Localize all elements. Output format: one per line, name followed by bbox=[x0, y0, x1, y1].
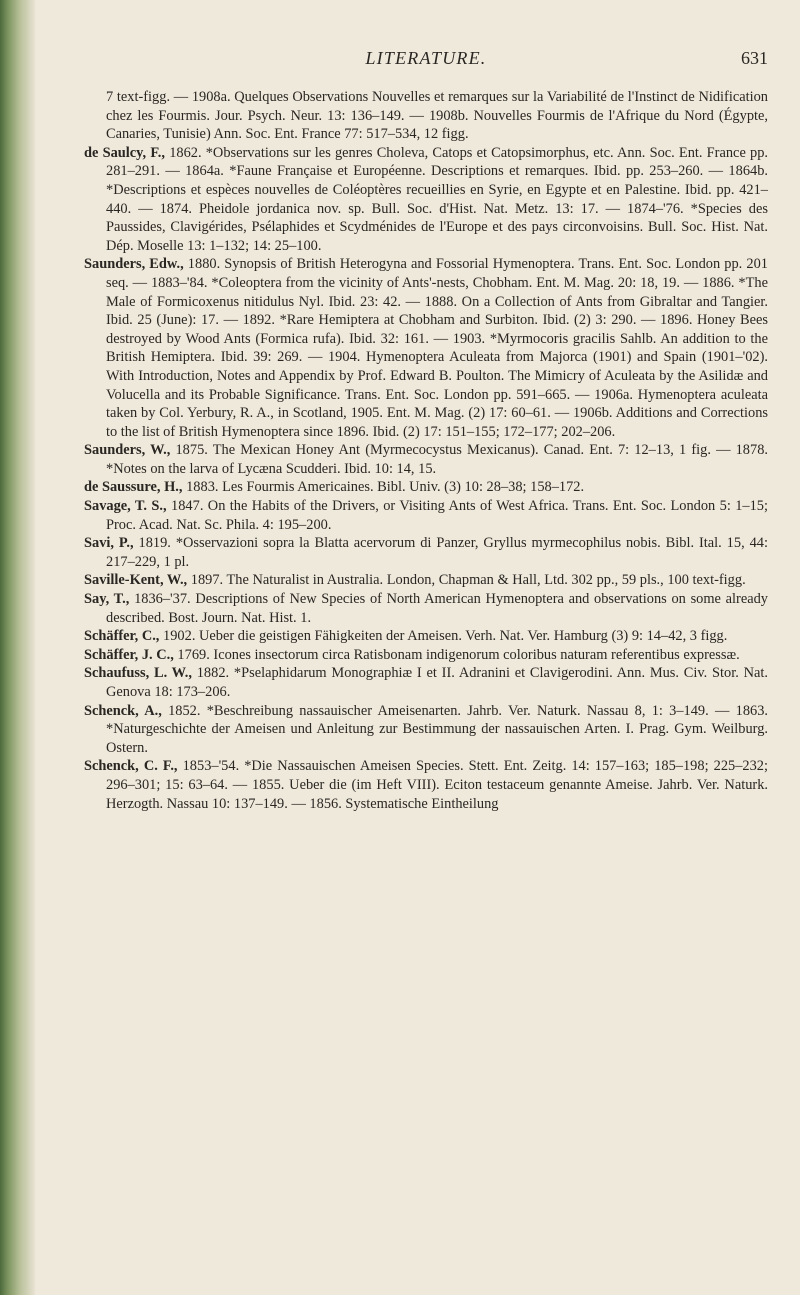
entry-author: Savage, T. S., bbox=[84, 498, 167, 515]
entry-text: 1897. The Naturalist in Australia. London, Chapman & Hall, Ltd. 302 pp., 59 pls., 100 text-figg. bbox=[190, 572, 746, 589]
book-page bbox=[84, 48, 768, 813]
entry-text: 7 text-figg. — 1908a. Quelques Observations Nouvelles et remarques sur la Variabilité de l'Instinct de Nidification chez les Fourmis. Jour. Psych. Neur. 13: 136–149. — 1908b. Nouvelles Fourmis de l'Afrique du Nord (Égypte, Canaries, Tunisie) Ann. Soc. Ent. France 77: 517–534, 12 figg. bbox=[106, 89, 768, 143]
bibliography-entry bbox=[84, 441, 768, 478]
entry-text: 1875. The Mexican Honey Ant (Myrmecocystus Mexicanus). Canad. Ent. 7: 12–13, 1 fig. — 1878. *Notes on the larva of Lycæna Scudderi. Ibid. 10: 14, 15. bbox=[106, 442, 768, 477]
entry-author: Schaufuss, L. W., bbox=[84, 665, 192, 682]
bibliography-entry bbox=[84, 702, 768, 758]
page-header bbox=[84, 48, 768, 88]
entry-text: 1902. Ueber die geistigen Fähigkeiten der Ameisen. Verh. Nat. Ver. Hamburg (3) 9: 14–42, 3 figg. bbox=[163, 628, 728, 645]
bibliography-list bbox=[84, 88, 768, 813]
entry-author: de Saussure, H., bbox=[84, 479, 183, 496]
entry-author: de Saulcy, F., bbox=[84, 144, 165, 161]
bibliography-entry bbox=[84, 571, 768, 590]
bibliography-entry bbox=[84, 144, 768, 256]
entry-text: 1769. Icones insectorum circa Ratisbonam indigenorum coloribus naturam referentibus expressæ. bbox=[177, 646, 740, 663]
entry-author: Schenck, C. F., bbox=[84, 758, 178, 775]
book-binding-edge bbox=[0, 0, 36, 1295]
page-number: 631 bbox=[741, 48, 768, 68]
entry-author: Schäffer, J. C., bbox=[84, 646, 174, 663]
running-title: LITERATURE. bbox=[365, 48, 487, 68]
bibliography-entry bbox=[84, 88, 768, 144]
entry-text: 1852. *Beschreibung nassauischer Ameisenarten. Jahrb. Ver. Naturk. Nassau 8, 1: 3–149. — 1863. *Naturgeschichte der Ameisen und Anleitung zur Bestimmung der nassauischen Arten. I. Prag. Gym. Weilburg. Ostern. bbox=[106, 702, 768, 756]
bibliography-entry bbox=[84, 478, 768, 497]
bibliography-entry bbox=[84, 664, 768, 701]
entry-text: 1836–'37. Descriptions of New Species of North American Hymenoptera and observations on some already described. Bost. Journ. Nat. Hist. 1. bbox=[106, 591, 768, 626]
entry-text: 1847. On the Habits of the Drivers, or Visiting Ants of West Africa. Trans. Ent. Soc. London 5: 1–15; Proc. Acad. Nat. Sc. Phila. 4: 195–200. bbox=[106, 498, 768, 533]
entry-author: Say, T., bbox=[84, 591, 130, 608]
entry-text: 1880. Synopsis of British Heterogyna and Fossorial Hymenoptera. Trans. Ent. Soc. London pp. 201 seq. — 1883–'84. *Coleoptera from the vicinity of Ants'-nests, Chobham. Ent. M. Mag. 20: 18, 19. — 1886. *The Male of Formicoxenus nitidulus Nyl. Ibid. 23: 42. — 1888. On a Collection of Ants from Gibraltar and Tangier. Ibid. 25 (June): 17. — 1892. *Rare Hemiptera at Chobham and Surbiton. Ibid. (2) 3: 290. — 1896. Honey Bees destroyed by Wood Ants (Formica rufa). Ibid. 32: 161. — 1903. *Myrmocoris gracilis Sahlb. An addition to the British Hemiptera. Ibid. 39: 269. — 1904. Hymenoptera Aculeata from Majorca (1901) and Spain (1901–'02). With Introduction, Notes and Appendix by Prof. Edward B. Poulton. The Mimicry of Aculeata by the Asilidæ and Volucella and its Probable Significance. Trans. Ent. Soc. London pp. 591–665. — 1906a. Hymenoptera aculeata taken by Col. Yerbury, R. A., in Scotland, 1905. Ent. M. Mag. (2) 17: 60–61. — 1906b. Additions and Corrections to the list of British Hymenoptera since 1896. Ibid. (2) 17: 151–155; 172–177; 202–206. bbox=[106, 256, 768, 440]
entry-text: 1853–'54. *Die Nassauischen Ameisen Species. Stett. Ent. Zeitg. 14: 157–163; 185–198; 225–232; 296–301; 15: 63–64. — 1855. Ueber die (im Heft VIII). Eciton testaceum genannte Ameise. Jahrb. Ver. Naturk. Herzogth. Nassau 10: 137–149. — 1856. Systematische Eintheilung bbox=[106, 758, 768, 812]
entry-author: Schäffer, C., bbox=[84, 628, 160, 645]
bibliography-entry bbox=[84, 497, 768, 534]
entry-author: Saville-Kent, W., bbox=[84, 572, 188, 589]
entry-text: 1862. *Observations sur les genres Choleva, Catops et Catopsimorphus, etc. Ann. Soc. Ent. France pp. 281–291. — 1864a. *Faune Française et Européenne. Descriptions et remarques. Ibid. pp. 253–260. — 1864b. *Descriptions et espèces nouvelles de Coléoptères recueillies en Syrie, en Egypte et en Palestine. Ibid. pp. 421–440. — 1874. Pheidole jordanica nov. sp. Bull. Soc. d'Hist. Nat. Metz. 13: 17. — 1874–'76. *Species des Paussides, Clavigérides, Psélaphides et Scydménides de l'Europe et des pays circonvoisins. Bull. Soc. Hist. Nat. Dép. Moselle 13: 1–132; 14: 25–100. bbox=[106, 144, 768, 254]
bibliography-entry bbox=[84, 534, 768, 571]
entry-author: Saunders, Edw., bbox=[84, 256, 184, 273]
entry-author: Savi, P., bbox=[84, 535, 134, 552]
entry-text: 1882. *Pselaphidarum Monographiæ I et II. Adranini et Clavigerodini. Ann. Mus. Civ. Stor. Nat. Genova 18: 173–206. bbox=[106, 665, 768, 700]
entry-author: Schenck, A., bbox=[84, 702, 162, 719]
bibliography-entry bbox=[84, 757, 768, 813]
bibliography-entry bbox=[84, 627, 768, 646]
bibliography-entry bbox=[84, 590, 768, 627]
bibliography-entry bbox=[84, 255, 768, 441]
bibliography-entry bbox=[84, 646, 768, 665]
entry-text: 1883. Les Fourmis Americaines. Bibl. Univ. (3) 10: 28–38; 158–172. bbox=[186, 479, 585, 496]
entry-author: Saunders, W., bbox=[84, 442, 171, 459]
entry-text: 1819. *Osservazioni sopra la Blatta acervorum di Panzer, Gryllus myrmecophilus nobis. Bibl. Ital. 15, 44: 217–229, 1 pl. bbox=[106, 535, 768, 570]
